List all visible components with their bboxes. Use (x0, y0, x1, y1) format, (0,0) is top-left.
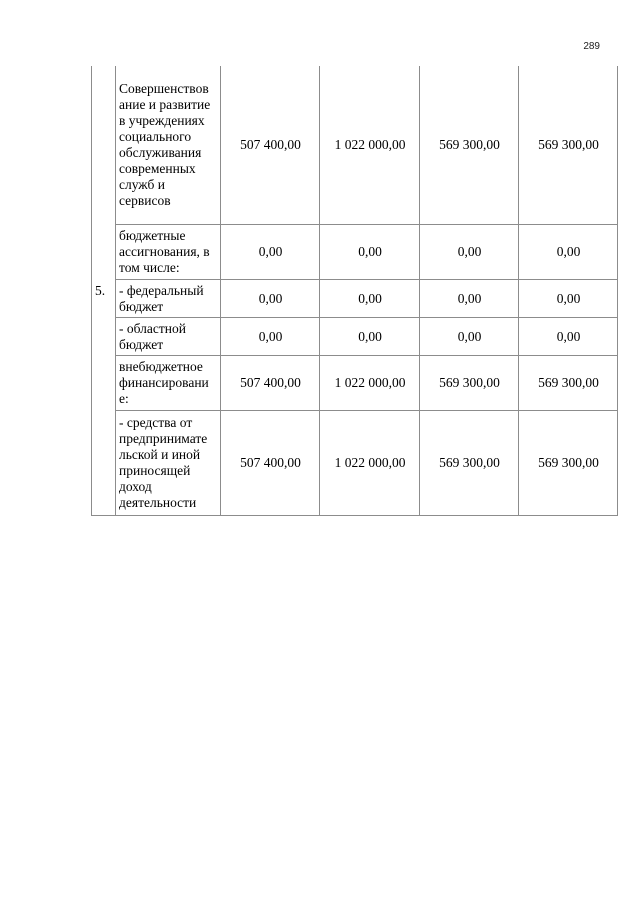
value-cell: 569 300,00 (519, 356, 618, 411)
row-label: - средства от предпринимате льской и иной приносящей доход деятельности (116, 411, 221, 516)
value-cell: 0,00 (519, 280, 618, 318)
value-cell: 569 300,00 (420, 356, 519, 411)
row-label: внебюджетное финансировани е: (116, 356, 221, 411)
value-cell: 507 400,00 (221, 411, 320, 516)
row-number: 5. (92, 66, 116, 516)
value-cell: 0,00 (221, 318, 320, 356)
row-label: - областной бюджет (116, 318, 221, 356)
table-row (92, 225, 618, 280)
value-cell: 507 400,00 (221, 66, 320, 225)
value-cell: 1 022 000,00 (320, 66, 420, 225)
value-cell: 0,00 (420, 318, 519, 356)
value-cell: 569 300,00 (420, 66, 519, 225)
table-row (92, 356, 618, 411)
value-cell: 0,00 (320, 318, 420, 356)
value-cell: 1 022 000,00 (320, 356, 420, 411)
row-label: Совершенствов ание и развитие в учреждениях социального обслуживания современных служб и сервисов (116, 66, 221, 225)
value-cell: 569 300,00 (519, 411, 618, 516)
row-label: бюджетные ассигнования, в том числе: (116, 225, 221, 280)
table-row (92, 411, 618, 516)
value-cell: 0,00 (320, 225, 420, 280)
table-row (92, 318, 618, 356)
value-cell: 0,00 (420, 280, 519, 318)
value-cell: 569 300,00 (420, 411, 519, 516)
value-cell: 0,00 (519, 318, 618, 356)
page-number: 289 (583, 41, 600, 52)
row-label: - федеральный бюджет (116, 280, 221, 318)
value-cell: 0,00 (320, 280, 420, 318)
table-row (92, 280, 618, 318)
value-cell: 0,00 (221, 225, 320, 280)
table-row (92, 66, 618, 225)
budget-table (91, 66, 618, 516)
value-cell: 569 300,00 (519, 66, 618, 225)
value-cell: 0,00 (519, 225, 618, 280)
value-cell: 0,00 (420, 225, 519, 280)
value-cell: 1 022 000,00 (320, 411, 420, 516)
value-cell: 507 400,00 (221, 356, 320, 411)
value-cell: 0,00 (221, 280, 320, 318)
